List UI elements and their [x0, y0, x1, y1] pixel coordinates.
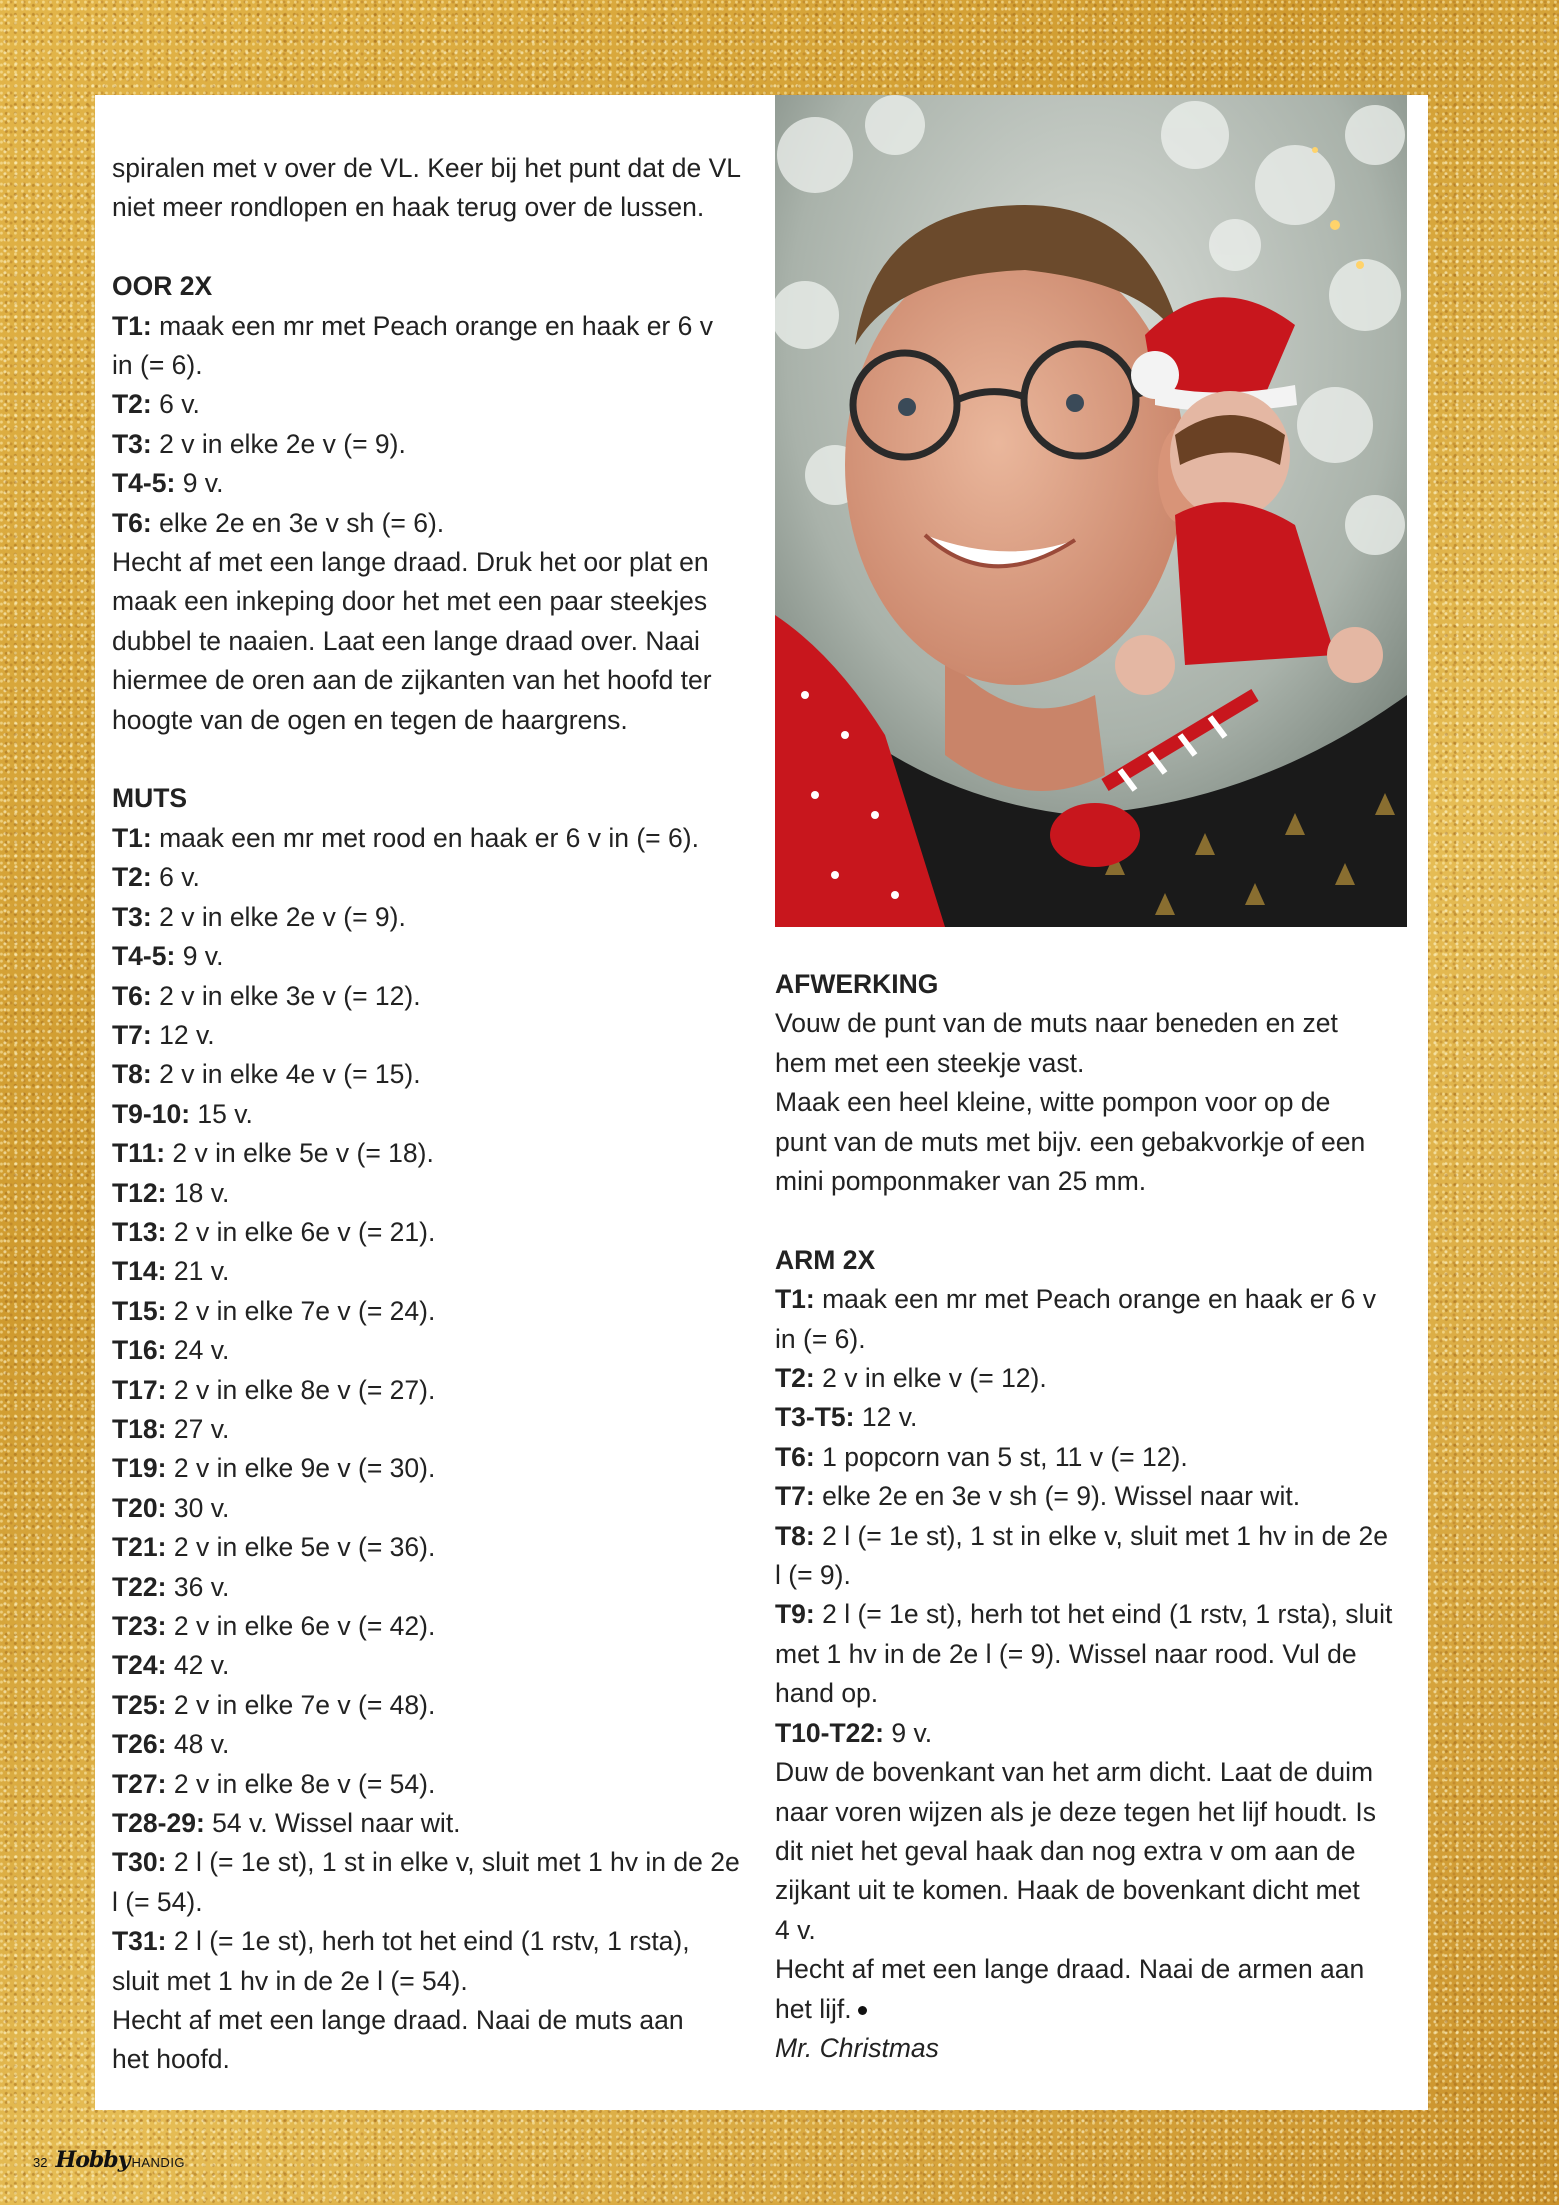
row-text: 9 v.	[883, 1717, 933, 1748]
row-label: T4-5:	[112, 468, 176, 499]
instruction-row	[775, 1714, 1415, 1753]
line-text: mini pomponmaker van 25 mm.	[775, 1166, 1147, 1197]
text-line	[775, 1871, 1415, 1910]
row-text: 27 v.	[166, 1413, 230, 1444]
row-label: T3:	[112, 901, 152, 932]
instruction-row	[112, 1055, 752, 1094]
row-label: T12:	[112, 1177, 167, 1208]
row-label: T8:	[775, 1520, 815, 1551]
row-label: T1:	[112, 310, 152, 341]
row-label: T31:	[112, 1926, 167, 1957]
logo-hobby: Hobby	[55, 2147, 130, 2173]
row-text: 54 v. Wissel naar wit.	[204, 1808, 461, 1839]
row-label: T1:	[112, 822, 152, 853]
instruction-row	[112, 464, 752, 503]
row-text: 2 v in elke 5e v (= 18).	[165, 1138, 434, 1169]
text-line	[775, 1162, 1415, 1201]
line-text: Hecht af met een lange draad. Naai de muts aan	[112, 2005, 684, 2036]
line-text: naar voren wijzen als je deze tegen het lijf houdt. Is	[775, 1796, 1377, 1827]
row-label: T2:	[112, 389, 152, 420]
instruction-row	[112, 1331, 752, 1370]
instruction-row	[112, 898, 752, 937]
instruction-row	[112, 504, 752, 543]
row-label: T14:	[112, 1256, 167, 1287]
line-text: zijkant uit te komen. Haak de bovenkant dicht met	[775, 1875, 1360, 1906]
row-label: T7:	[775, 1481, 815, 1512]
row-text: 2 v in elke 2e v (= 9).	[151, 901, 406, 932]
instruction-row	[775, 1477, 1415, 1516]
row-text: 2 v in elke 8e v (= 27).	[166, 1374, 436, 1405]
instruction-row	[775, 1438, 1415, 1477]
logo-handig: HANDIG	[131, 2155, 186, 2170]
instruction-row	[112, 307, 752, 346]
instruction-row	[112, 1371, 752, 1410]
paragraph-gap	[112, 740, 752, 779]
text-line	[775, 1911, 1415, 1950]
line-text: 4 v.	[775, 1914, 816, 1945]
row-label: T6:	[112, 980, 152, 1011]
instruction-row	[112, 1843, 752, 1882]
paragraph-gap	[112, 228, 752, 267]
line-text: hem met een steekje vast.	[775, 1047, 1085, 1078]
row-label: T17:	[112, 1374, 167, 1405]
text-line	[112, 1962, 752, 2001]
row-text: 2 v in elke 9e v (= 30).	[166, 1453, 436, 1484]
line-text: niet meer rondlopen en haak terug over de lussen.	[112, 192, 705, 223]
magazine-page	[95, 95, 1428, 2110]
line-text: in (= 6).	[112, 350, 203, 381]
instruction-row	[112, 1725, 752, 1764]
row-label: T8:	[112, 1059, 152, 1090]
row-label: T27:	[112, 1768, 167, 1799]
row-label: T24:	[112, 1650, 167, 1681]
row-text: maak een mr met rood en haak er 6 v in (= 6).	[151, 822, 699, 853]
row-label: T22:	[112, 1571, 167, 1602]
row-label: T7:	[112, 1019, 152, 1050]
text-line	[775, 1793, 1415, 1832]
line-text: Maak een heel kleine, witte pompon voor op de	[775, 1087, 1331, 1118]
text-line	[775, 1753, 1415, 1792]
instruction-row	[775, 1280, 1415, 1319]
row-text: 6 v.	[151, 862, 200, 893]
line-text: in (= 6).	[775, 1323, 866, 1354]
text-line	[775, 1832, 1415, 1871]
text-line	[775, 1320, 1415, 1359]
row-text: 2 l (= 1e st), 1 st in elke v, sluit met 1 hv in de 2e	[166, 1847, 740, 1878]
line-text: Hecht af met een lange draad. Druk het oor plat en	[112, 547, 709, 578]
row-text: 2 l (= 1e st), herh tot het eind (1 rstv, 1 rsta), sluit	[814, 1599, 1393, 1630]
instruction-row	[775, 1595, 1415, 1634]
instruction-row	[775, 1517, 1415, 1556]
row-text: 2 v in elke 6e v (= 21).	[166, 1216, 436, 1247]
text-line	[775, 1950, 1415, 1989]
instruction-row	[112, 1174, 752, 1213]
row-text: maak een mr met Peach orange en haak er 6 v	[814, 1284, 1376, 1315]
instruction-row	[112, 1922, 752, 1961]
line-text: l (= 54).	[112, 1886, 203, 1917]
instruction-row	[112, 1607, 752, 1646]
text-line	[112, 188, 752, 227]
row-text: 30 v.	[166, 1492, 230, 1523]
text-line	[775, 1123, 1415, 1162]
instruction-row	[112, 1016, 752, 1055]
instruction-row	[112, 425, 752, 464]
row-label: T20:	[112, 1492, 167, 1523]
instruction-row	[112, 1528, 752, 1567]
row-label: T21:	[112, 1532, 167, 1563]
text-line	[112, 582, 752, 621]
row-text: 42 v.	[166, 1650, 230, 1681]
row-label: T18:	[112, 1413, 167, 1444]
text-line	[775, 1004, 1415, 1043]
row-label: T13:	[112, 1216, 167, 1247]
instruction-row	[112, 977, 752, 1016]
line-text: met 1 hv in de 2e l (= 9). Wissel naar rood. Vul de	[775, 1638, 1357, 1669]
text-line	[112, 543, 752, 582]
row-text: 24 v.	[166, 1335, 230, 1366]
row-text: 9 v.	[175, 941, 224, 972]
line-text: l (= 9).	[775, 1560, 851, 1591]
row-text: 2 v in elke v (= 12).	[814, 1363, 1047, 1394]
row-text: 9 v.	[175, 468, 224, 499]
row-text: 1 popcorn van 5 st, 11 v (= 12).	[814, 1441, 1188, 1472]
line-text: maak een inkeping door het met een paar steekjes	[112, 586, 708, 617]
line-text: hiermee de oren aan de zijkanten van het hoofd ter	[112, 665, 712, 696]
row-label: T11:	[112, 1138, 166, 1169]
section-heading: AFWERKING	[775, 969, 939, 999]
text-line	[775, 1990, 1415, 2029]
row-label: T9-10:	[112, 1098, 191, 1129]
line-text: dubbel te naaien. Laat een lange draad over. Naai	[112, 625, 700, 656]
instruction-row	[112, 1252, 752, 1291]
row-text: 2 v in elke 5e v (= 36).	[166, 1532, 436, 1563]
row-text: 2 v in elke 7e v (= 24).	[166, 1295, 436, 1326]
row-text: maak een mr met Peach orange en haak er 6 v	[151, 310, 713, 341]
section-heading: OOR 2X	[112, 271, 213, 302]
text-line	[112, 661, 752, 700]
instruction-row	[112, 1213, 752, 1252]
row-label: T10-T22:	[775, 1717, 884, 1748]
row-text: 2 v in elke 2e v (= 9).	[151, 428, 406, 459]
text-line	[112, 346, 752, 385]
instruction-row	[112, 1489, 752, 1528]
row-label: T28-29:	[112, 1808, 205, 1839]
instruction-row	[112, 1449, 752, 1488]
row-label: T30:	[112, 1847, 167, 1878]
author-signature: Mr. Christmas	[775, 2032, 939, 2063]
row-label: T6:	[112, 507, 152, 538]
line-text: Hecht af met een lange draad. Naai de armen aan	[775, 1954, 1365, 1985]
row-label: T1:	[775, 1284, 815, 1315]
line-text: het lijf.	[775, 1993, 852, 2024]
instruction-row	[112, 1765, 752, 1804]
row-text: 36 v.	[166, 1571, 230, 1602]
row-text: 2 l (= 1e st), herh tot het eind (1 rstv, 1 rsta),	[166, 1926, 690, 1957]
line-text: spiralen met v over de VL. Keer bij het punt dat de VL	[112, 153, 742, 183]
text-line	[775, 1674, 1415, 1713]
row-text: 2 v in elke 6e v (= 42).	[166, 1611, 436, 1641]
row-label: T2:	[775, 1363, 815, 1394]
line-text: hoogte van de ogen en tegen de haargrens.	[112, 704, 628, 735]
photo-man-with-crochet-elf	[775, 95, 1407, 927]
instruction-row	[112, 385, 752, 424]
photo-illustration	[775, 95, 1407, 927]
instruction-row	[775, 1398, 1415, 1437]
text-line	[112, 622, 752, 661]
row-label: T25:	[112, 1689, 167, 1720]
instruction-row	[112, 1292, 752, 1331]
text-line	[112, 2001, 752, 2040]
text-line	[775, 1635, 1415, 1674]
instruction-row	[112, 1804, 752, 1843]
instruction-row	[112, 1646, 752, 1685]
instruction-row	[112, 1410, 752, 1449]
row-text: elke 2e en 3e v sh (= 6).	[151, 507, 445, 538]
page-number: 32	[33, 2155, 48, 2170]
row-text: 2 l (= 1e st), 1 st in elke v, sluit met 1 hv in de 2e	[814, 1520, 1388, 1551]
section-heading: ARM 2X	[775, 1244, 876, 1275]
instruction-row	[112, 819, 752, 858]
line-text: dit niet het geval haak dan nog extra v om aan de	[775, 1835, 1356, 1866]
right-text-column	[775, 965, 1415, 2068]
row-label: T3:	[112, 428, 152, 459]
text-line	[775, 1044, 1415, 1083]
row-label: T3-T5:	[775, 1402, 855, 1433]
row-text: 2 v in elke 7e v (= 48).	[166, 1689, 436, 1720]
instruction-row	[112, 1134, 752, 1173]
instruction-row	[112, 858, 752, 897]
line-text: Vouw de punt van de muts naar beneden en zet	[775, 1008, 1338, 1039]
row-label: T23:	[112, 1611, 167, 1641]
row-label: T16:	[112, 1335, 167, 1366]
row-label: T9:	[775, 1599, 815, 1630]
end-dot-icon	[858, 2006, 867, 2015]
row-text: 21 v.	[166, 1256, 230, 1287]
row-text: 18 v.	[166, 1177, 230, 1208]
page-footer	[33, 2147, 185, 2171]
instruction-row	[112, 937, 752, 976]
instruction-row	[112, 1568, 752, 1607]
instruction-row	[775, 1359, 1415, 1398]
row-label: T2:	[112, 862, 152, 893]
left-text-column	[112, 149, 752, 2080]
row-text: 2 v in elke 8e v (= 54).	[166, 1768, 436, 1799]
line-text: hand op.	[775, 1678, 879, 1709]
text-line	[112, 149, 752, 188]
text-line	[112, 701, 752, 740]
row-text: 2 v in elke 3e v (= 12).	[151, 980, 421, 1011]
row-text: 15 v.	[190, 1098, 253, 1129]
instruction-row	[112, 1686, 752, 1725]
row-text: 48 v.	[166, 1729, 230, 1760]
text-line	[112, 2040, 752, 2079]
line-text: Duw de bovenkant van het arm dicht. Laat de duim	[775, 1757, 1374, 1788]
paragraph-gap	[775, 1201, 1415, 1240]
line-text: sluit met 1 hv in de 2e l (= 54).	[112, 1965, 468, 1996]
section-heading: MUTS	[112, 783, 188, 814]
row-text: 2 v in elke 4e v (= 15).	[151, 1059, 421, 1090]
row-label: T6:	[775, 1441, 815, 1472]
row-text: 12 v.	[151, 1019, 215, 1050]
row-label: T19:	[112, 1453, 167, 1484]
row-text: elke 2e en 3e v sh (= 9). Wissel naar wit.	[814, 1481, 1301, 1512]
text-line	[775, 1083, 1415, 1122]
row-text: 12 v.	[854, 1402, 918, 1433]
row-label: T4-5:	[112, 941, 176, 972]
instruction-row	[112, 1095, 752, 1134]
text-line	[112, 1883, 752, 1922]
line-text: het hoofd.	[112, 2044, 230, 2075]
row-label: T26:	[112, 1729, 167, 1760]
row-text: 6 v.	[151, 389, 200, 420]
line-text: punt van de muts met bijv. een gebakvorkje of een	[775, 1126, 1366, 1157]
row-label: T15:	[112, 1295, 167, 1326]
text-line	[775, 1556, 1415, 1595]
